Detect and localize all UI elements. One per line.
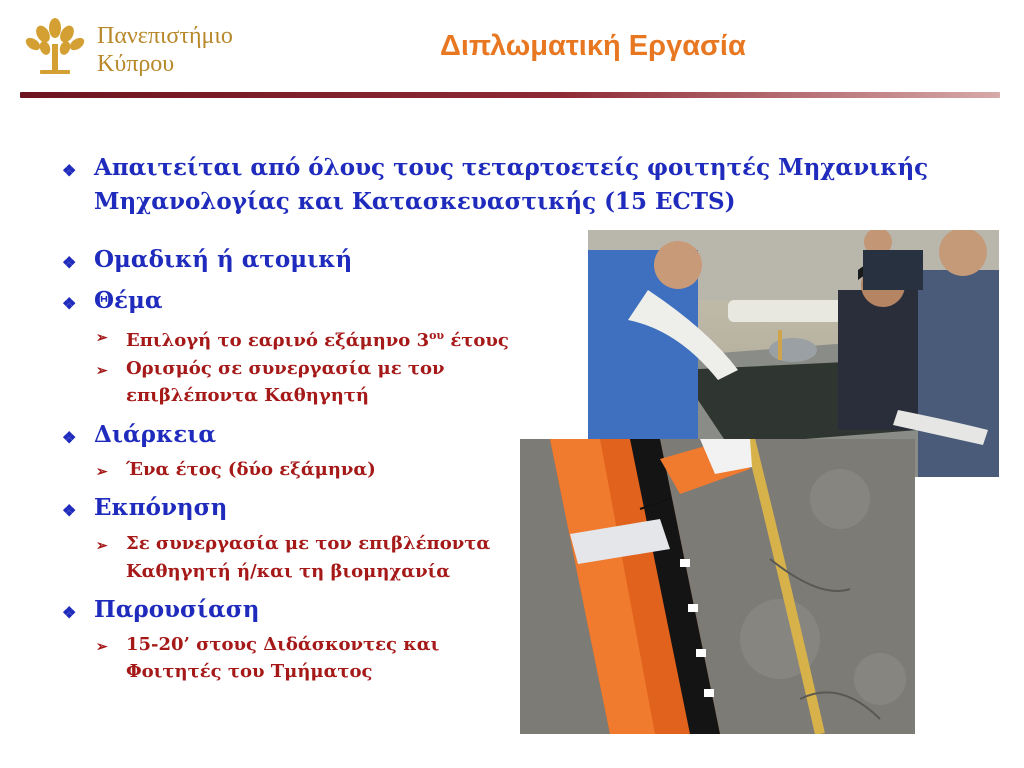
- sub-bullet-text-line-2: Καθηγητή ή/και τη βιομηχανία: [126, 561, 451, 582]
- bullet-marker: ❖: [62, 428, 77, 447]
- bullet-text: Εκπόνηση: [94, 494, 228, 521]
- sub-bullet-text-pre: Επιλογή το εαρινό εξάμηνο 3: [126, 330, 430, 351]
- bullet-text: Διάρκεια: [94, 421, 217, 448]
- photo-wing-prototype: [520, 439, 915, 734]
- sub-bullet-marker: ➢: [96, 363, 108, 379]
- bullet-marker: ❖: [62, 161, 77, 180]
- sub-bullet-text: [126, 323, 509, 354]
- slide-title: Διπλωματική Εργασία: [440, 30, 746, 62]
- sub-bullet-text: Ένα έτος (δύο εξάμηνα): [126, 459, 376, 480]
- sub-bullet-text-post: έτους: [444, 330, 509, 351]
- bullet-marker: ❖: [62, 294, 77, 313]
- sub-bullet-text-line-1: Ορισμός σε συνεργασία με τον: [126, 358, 445, 379]
- logo-wordmark: [97, 22, 233, 78]
- bullet-text: Ομαδική ή ατομική: [94, 246, 353, 273]
- bullet-marker: ❖: [62, 253, 77, 272]
- sub-bullet-superscript: ου: [429, 329, 445, 342]
- bullet-text: Παρουσίαση: [94, 596, 260, 623]
- bullet-marker: ❖: [62, 501, 77, 520]
- sub-bullet-marker: ➢: [96, 538, 108, 554]
- sub-bullet-text-line-2: επιβλέποντα Καθηγητή: [126, 385, 369, 406]
- header-divider: [20, 92, 1000, 98]
- sub-bullet-marker: ➢: [96, 464, 108, 480]
- sub-bullet-text-line-1: 15-20’ στους Διδάσκοντες και: [126, 634, 440, 655]
- logo-line-2: Κύπρου: [97, 51, 175, 77]
- bullet-marker: ❖: [62, 603, 77, 622]
- university-logo: [20, 14, 260, 78]
- logo-line-1: Πανεπιστήμιο: [97, 23, 233, 49]
- sub-bullet-text-line-1: Σε συνεργασία με τον επιβλέποντα: [126, 533, 491, 554]
- cypress-tree-icon: [20, 14, 90, 78]
- sub-bullet-marker: ➢: [96, 330, 108, 346]
- sub-bullet-text-line-2: Φοιτητές του Τμήματος: [126, 661, 373, 682]
- bullet-text: Θέμα: [94, 287, 163, 314]
- bullet-text-line-1: Απαιτείται από όλους τους τεταρτοετείς φοιτητές Μηχανικής: [94, 154, 929, 181]
- sub-bullet-marker: ➢: [96, 639, 108, 655]
- bullet-text-line-2: Μηχανολογίας και Κατασκευαστικής (15 ECTS): [94, 188, 736, 215]
